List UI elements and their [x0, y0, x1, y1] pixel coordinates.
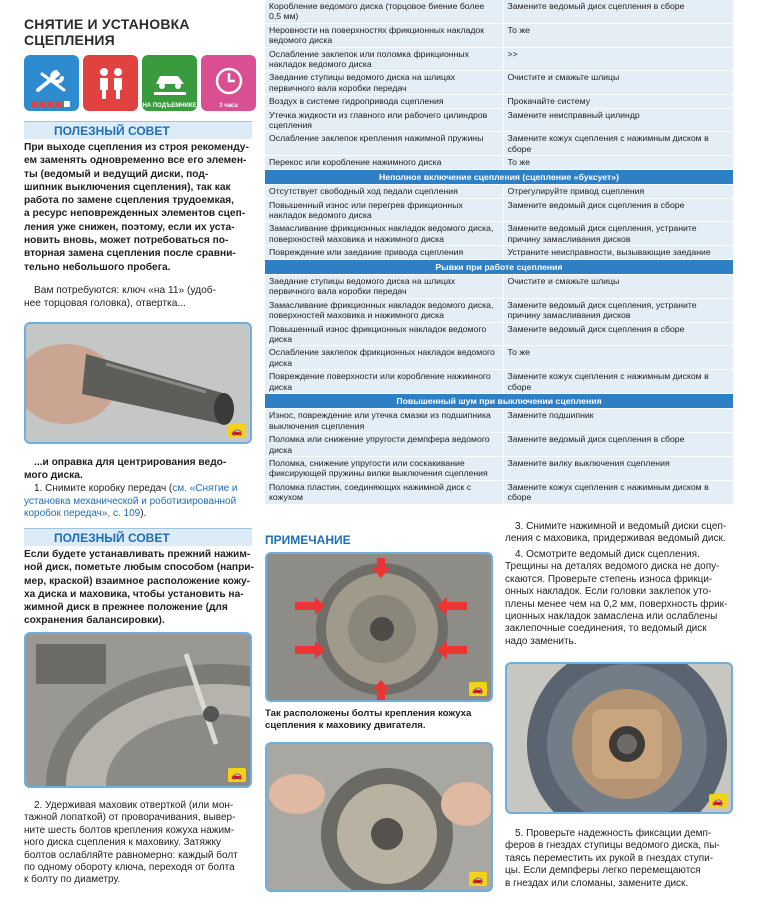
step4-line: онных накладок. Если головки заклепок уто- [505, 586, 712, 598]
fault-cause-cell: Повышенный износ или перегрев фрикционных накладок ведомого диска [265, 198, 503, 222]
step2-line: к болту по диаметру. [24, 874, 121, 886]
table-section-header: Неполное включение сцепления (сцепление «буксует») [265, 169, 733, 184]
table-row [265, 346, 733, 370]
step3-line: 3. Снимите нажимной и ведомый диски сцеп- [515, 521, 727, 532]
tip-line: ления уже снижен, поэтому, если их уста- [24, 221, 235, 233]
fault-cause-cell: Отсутствует свободный ход педали сцепления [265, 185, 503, 198]
step5-text [505, 828, 740, 890]
step4-line: Трещины на деталях ведомого диска не допу- [505, 561, 720, 573]
people-icon [83, 55, 138, 111]
fault-remedy-cell: То же [503, 23, 733, 47]
tip-line: ем заменять одновременно все его элемен- [24, 155, 247, 167]
step2-text [24, 800, 256, 887]
step1-prefix: 1. Снимите коробку передач ( [34, 483, 173, 494]
fault-remedy-cell: То же [503, 156, 733, 169]
fault-remedy-cell: Замените кожух сцепления с нажимным диском в сборе [503, 370, 733, 394]
car-icon: 🚗 [228, 424, 246, 438]
car-icon: 🚗 [709, 794, 727, 808]
fault-remedy-cell: >> [503, 47, 733, 71]
step5-line: цы. Если демпферы легко перемещаются [505, 865, 701, 877]
socket-photo [24, 322, 252, 444]
fault-cause-cell: Ослабление заклепок крепления нажимной пружины [265, 132, 503, 156]
wrench-icon [24, 55, 79, 111]
car-icon: 🚗 [469, 682, 487, 696]
step2-line: ните шесть болтов крепления кожуха нажим- [24, 824, 235, 836]
lift-icon [142, 55, 197, 111]
fault-remedy-cell: Замените кожух сцепления с нажимным диском в сборе [503, 132, 733, 156]
title-line: СЦЕПЛЕНИЯ [24, 32, 115, 48]
step4-line: ционных накладок замаслена или ослаблены [505, 611, 718, 623]
table-row [265, 95, 733, 108]
table-row [265, 322, 733, 346]
table-row [265, 298, 733, 322]
step4-text [505, 549, 740, 648]
step5-line: 5. Проверьте надежность фиксации демп- [515, 828, 712, 839]
fault-remedy-cell: Замените ведомый диск сцепления в сборе [503, 198, 733, 222]
tip-line: вторная замена сцепления после сравни- [24, 248, 236, 260]
step1-suffix: ). [140, 508, 147, 519]
step2-line: тажной лопаткой) от проворачивания, вывер- [24, 812, 236, 824]
fault-remedy-cell: Замените кожух сцепления с нажимным диском в сборе [503, 480, 733, 504]
time-caption: 3 часа [219, 103, 238, 109]
tools-text [24, 284, 254, 311]
table-section-header: Повышенный шум при выключении сцепления [265, 394, 733, 409]
tip-line: новить вновь, может потребоваться по- [24, 235, 229, 247]
step3-line: ления с маховика, придерживая ведомый диск. [505, 533, 726, 545]
tip2-text [24, 548, 254, 628]
table-row [265, 433, 733, 457]
caption-line: сцепления к маховику двигателя. [265, 720, 426, 731]
clutch-bolts-photo [265, 552, 493, 702]
fault-remedy-cell: Замените ведомый диск сцепления в сборе [503, 433, 733, 457]
table-row [265, 480, 733, 504]
table-row [265, 370, 733, 394]
fault-remedy-cell: То же [503, 346, 733, 370]
clock-icon [201, 55, 256, 111]
tip2-line: Если будете устанавливать прежний нажим- [24, 549, 251, 560]
tip-line: а ресурс неповрежденных элементов сцеп- [24, 208, 246, 220]
lift-caption: НА ПОДЪЕМНИКЕ [142, 103, 197, 109]
table-row [265, 457, 733, 481]
tip-line: тельно небольшого пробега. [24, 261, 171, 273]
fault-cause-cell: Поломка или снижение упругости демпфера ведомого диска [265, 433, 503, 457]
table-row [265, 108, 733, 132]
fault-cause-cell: Ослабление заклепок или поломка фрикционных накладок ведомого диска [265, 47, 503, 71]
fault-remedy-cell: Замените ведомый диск сцепления, устраните причину замасливания дисков [503, 222, 733, 246]
note-heading: ПРИМЕЧАНИЕ [265, 533, 351, 547]
table-row [265, 71, 733, 95]
fault-remedy-cell: Замените вилку выключения сцепления [503, 457, 733, 481]
car-icon: 🚗 [469, 872, 487, 886]
table-row [265, 246, 733, 259]
step4-line: плены менее чем на 0,2 мм, поверхность фрик- [505, 598, 728, 610]
step4-line: заклепочные соединения, то ведомый диск [505, 623, 707, 635]
tip2-line: ной диск, пометьте любым способом (напри- [24, 562, 254, 574]
step3-text [505, 521, 740, 546]
tip2-line: ха диска и маховика, чтобы установить на- [24, 588, 244, 600]
tools2-line: ...и оправка для центрирования ведо- [34, 457, 227, 468]
fault-cause-cell: Замасливание фрикционных накладок ведомого диска, поверхностей маховика и нажимного диска [265, 222, 503, 246]
photo-caption [265, 708, 497, 732]
tip2-line: мер, краской) взаимное расположение кожу- [24, 575, 251, 587]
step1-link[interactable]: см. «Снятие и установка механической и роботизированной коробок передач», с. 109 [24, 483, 238, 519]
step1-text [24, 483, 256, 521]
fault-remedy-cell: Прокачайте систему [503, 95, 733, 108]
table-row [265, 409, 733, 433]
step4-line: 4. Осмотрите ведомый диск сцепления. [515, 549, 700, 560]
fault-remedy-cell: Замените ведомый диск сцепления, устраните причину замасливания дисков [503, 298, 733, 322]
fault-cause-cell: Повреждение или заедание привода сцепления [265, 246, 503, 259]
step5-line: в гнездах или сломаны, замените диск. [505, 877, 689, 889]
flywheel-photo [24, 632, 252, 788]
tip-line: шипник выключения сцепления), так как [24, 181, 231, 193]
table-row [265, 132, 733, 156]
fault-cause-cell: Перекос или коробление нажимного диска [265, 156, 503, 169]
table-row [265, 274, 733, 298]
fault-remedy-cell: Очистите и смажьте шлицы [503, 71, 733, 95]
table-row [265, 185, 733, 198]
fault-remedy-cell: Замените подшипник [503, 409, 733, 433]
step4-line: надо заменить. [505, 635, 577, 647]
fault-cause-cell: Поломка пластин, соединяющих нажимной диск с кожухом [265, 480, 503, 504]
table-row [265, 222, 733, 246]
fault-remedy-cell: Устраните неисправности, вызывающие заедание [503, 246, 733, 259]
fault-cause-cell: Заедание ступицы ведомого диска на шлицах первичного вала коробки передач [265, 274, 503, 298]
fault-cause-cell: Заедание ступицы ведомого диска на шлицах первичного вала коробки передач [265, 71, 503, 95]
caption-line: Так расположены болты крепления кожуха [265, 708, 472, 719]
fault-cause-cell: Износ, повреждение или утечка смазки из подшипника выключения сцепления [265, 409, 503, 433]
step4-line: скаются. Проверьте степень износа фрикци- [505, 573, 713, 585]
step2-line: ного диска сцепления к маховику. Затяжку [24, 837, 222, 849]
fault-remedy-cell: Замените ведомый диск сцепления в сборе [503, 322, 733, 346]
info-icons [24, 55, 258, 111]
tip-line: При выходе сцепления из строя рекоменду- [24, 142, 249, 153]
tip2-heading: ПОЛЕЗНЫЙ СОВЕТ [24, 528, 252, 546]
table-row [265, 0, 733, 23]
fault-cause-cell: Повреждение поверхности или коробление нажимного диска [265, 370, 503, 394]
tip-heading: ПОЛЕЗНЫЙ СОВЕТ [24, 121, 252, 139]
fault-cause-cell: Неровности на поверхностях фрикционных накладок ведомого диска [265, 23, 503, 47]
fault-cause-cell: Воздух в системе гидропривода сцепления [265, 95, 503, 108]
driven-disc-photo [505, 662, 733, 814]
tip-line: ты (ведомый и ведущий диски, под- [24, 168, 209, 180]
fault-cause-cell: Ослабление заклепок фрикционных накладок ведомого диска [265, 346, 503, 370]
tools-line: Вам потребуются: ключ «на 11» (удоб- [34, 285, 216, 296]
tools-line: нее торцовая головка), отвертка... [24, 298, 186, 310]
step5-line: таясь переместить их рукой в гнездах ступи- [505, 852, 714, 864]
table-row [265, 47, 733, 71]
fault-table [265, 0, 733, 505]
table-row [265, 156, 733, 169]
car-icon: 🚗 [228, 768, 246, 782]
fault-cause-cell: Замасливание фрикционных накладок ведомого диска, поверхностей маховика и нажимного диска [265, 298, 503, 322]
page-title [24, 16, 244, 48]
step2-line: по одному обороту ключа, переходя от болта [24, 862, 235, 874]
tip-text [24, 141, 254, 274]
fault-remedy-cell: Отрегулируйте привод сцепления [503, 185, 733, 198]
fault-remedy-cell: Замените неисправный цилиндр [503, 108, 733, 132]
fault-cause-cell: Коробление ведомого диска (торцовое биение более 0,5 мм) [265, 0, 503, 23]
tools2-text [24, 456, 254, 483]
title-line: СНЯТИЕ И УСТАНОВКА [24, 16, 190, 32]
tools2-line: мого диска. [24, 470, 83, 482]
tip2-line: сохранения балансировки). [24, 615, 165, 627]
clutch-removal-photo [265, 742, 493, 892]
table-row [265, 23, 733, 47]
step2-line: болтов ослабляйте равномерно: каждый болт [24, 849, 238, 861]
fault-remedy-cell: Замените ведомый диск сцепления в сборе [503, 0, 733, 23]
tip2-line: жимной диск в прежнее положение (для [24, 602, 228, 614]
fault-remedy-cell: Очистите и смажьте шлицы [503, 274, 733, 298]
table-row [265, 198, 733, 222]
tip-line: работа по замене сцепления трудоемкая, [24, 195, 235, 207]
step2-line: 2. Удерживая маховик отверткой (или мон- [34, 800, 234, 811]
fault-cause-cell: Утечка жидкости из главного или рабочего цилиндров сцепления [265, 108, 503, 132]
fault-cause-cell: Повышенный износ фрикционных накладок ведомого диска [265, 322, 503, 346]
table-section-header: Рывки при работе сцепления [265, 259, 733, 274]
fault-cause-cell: Поломка, снижение упругости или соскакивание фиксирующей пружины вилки выключения сцепления [265, 457, 503, 481]
step5-line: феров в гнездах ступицы ведомого диска, пы- [505, 840, 720, 852]
